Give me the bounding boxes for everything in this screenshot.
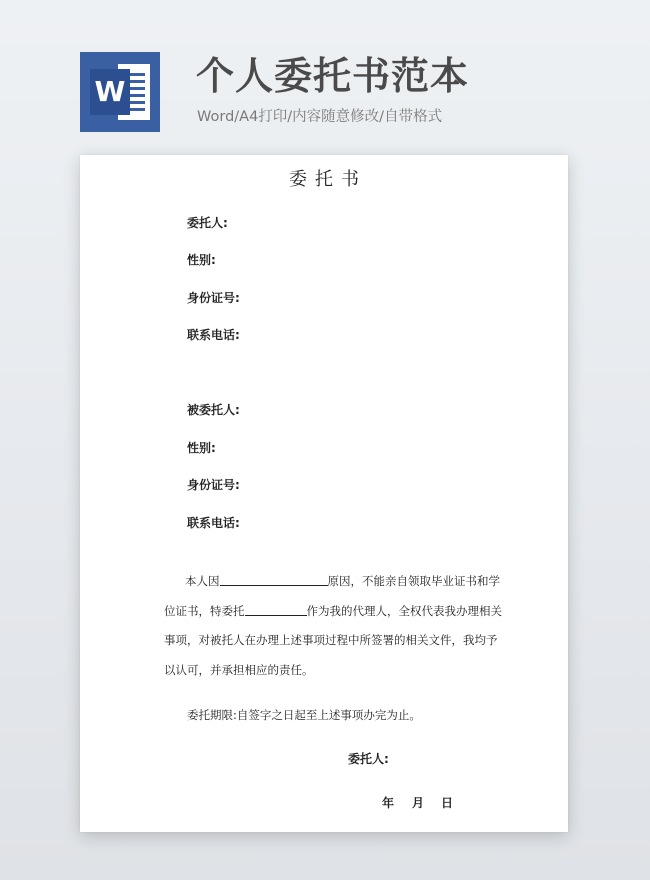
page-subtitle: Word/A4打印/内容随意修改/自带格式 bbox=[197, 109, 443, 125]
document-title: 委托书 bbox=[289, 169, 367, 190]
principal-gender-label: 性别: bbox=[187, 253, 216, 267]
paragraph-text-3: 作为我的代理人，全权代表我办理相关事项，对被托人在办理上述事项过程中所签署的相关文件，我均予以认可，并承担相应的责任。 bbox=[164, 603, 502, 677]
agent-phone-label: 联系电话: bbox=[187, 516, 240, 530]
signature-label: 委托人: bbox=[348, 752, 389, 766]
word-logo-letter: W bbox=[90, 69, 130, 115]
date-month: 月 bbox=[412, 796, 425, 810]
paragraph-text-2: 原因，不能亲自领取毕业证书和学位证书，特委托 bbox=[164, 574, 500, 618]
date-year: 年 bbox=[382, 796, 395, 810]
page-title: 个人委托书范本 bbox=[196, 54, 470, 98]
date-day: 日 bbox=[441, 796, 454, 810]
reason-blank bbox=[220, 572, 328, 586]
word-icon bbox=[80, 52, 160, 132]
paragraph-text-1: 本人因 bbox=[185, 574, 220, 588]
agent-name-blank bbox=[245, 602, 307, 616]
authorization-paragraph bbox=[164, 567, 504, 685]
principal-id-label: 身份证号: bbox=[187, 291, 240, 305]
document-page bbox=[80, 155, 568, 832]
agent-gender-label: 性别: bbox=[187, 441, 216, 455]
principal-phone-label: 联系电话: bbox=[187, 328, 240, 342]
agent-name-label: 被委托人: bbox=[187, 403, 240, 417]
term-line: 委托期限:自签字之日起至上述事项办完为止。 bbox=[187, 708, 421, 722]
template-header bbox=[0, 0, 650, 150]
principal-name-label: 委托人: bbox=[187, 216, 228, 230]
agent-id-label: 身份证号: bbox=[187, 478, 240, 492]
